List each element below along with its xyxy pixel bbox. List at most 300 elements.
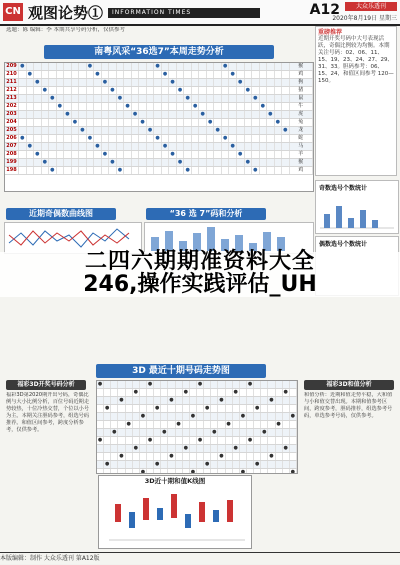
trend-cell	[87, 151, 95, 158]
trend-cell	[72, 135, 80, 142]
trend-cell	[222, 167, 230, 174]
3d-cell	[118, 429, 125, 436]
trend-cell	[94, 135, 102, 142]
trend-cell	[260, 71, 268, 78]
odd-count-title: 奇数选号个数统计	[319, 185, 368, 192]
3d-cell	[183, 397, 190, 404]
trend-cell	[117, 151, 125, 158]
3d-cell	[226, 469, 233, 474]
3d-cell	[276, 445, 283, 452]
3d-cell	[204, 389, 211, 396]
trend-cell	[27, 167, 35, 174]
3d-cell	[226, 437, 233, 444]
trend-cell	[222, 87, 230, 94]
trend-cell	[222, 119, 230, 126]
3d-cell	[268, 469, 275, 474]
trend-cell	[42, 151, 50, 158]
trend-cell	[27, 127, 35, 134]
trend-cell	[169, 71, 177, 78]
trend-cell	[199, 103, 207, 110]
trend-cell	[154, 167, 162, 174]
trend-cell	[252, 159, 260, 166]
trend-cell	[267, 71, 275, 78]
3d-cell	[161, 413, 168, 420]
3d-cell	[190, 421, 197, 428]
3d-row	[97, 469, 297, 474]
3d-cell	[247, 389, 254, 396]
trend-cell	[192, 95, 200, 102]
trend-zodiac: 牛	[290, 103, 313, 110]
trend-cell	[64, 167, 72, 174]
3d-cell	[240, 389, 247, 396]
trend-cell	[139, 119, 147, 126]
trend-cell	[79, 151, 87, 158]
3d-cell	[147, 421, 154, 428]
trend-period: 211	[5, 79, 19, 86]
trend-cell	[102, 167, 110, 174]
caption-line-2: 246,操作实践评估_UH	[83, 272, 317, 297]
trend-cell	[102, 71, 110, 78]
trend-cell	[117, 111, 125, 118]
trend-cell	[214, 87, 222, 94]
trend-cell	[275, 159, 283, 166]
trend-cell	[245, 103, 253, 110]
trend-cell	[237, 151, 245, 158]
trend-cell	[207, 87, 215, 94]
trend-cell	[207, 127, 215, 134]
masthead-title: 观图论势①	[28, 4, 104, 22]
trend-cell	[177, 159, 185, 166]
trend-cell	[124, 151, 132, 158]
trend-zodiac: 猴	[290, 63, 313, 70]
trend-cell	[282, 151, 290, 158]
trend-cell	[34, 95, 42, 102]
3d-cell	[283, 421, 290, 428]
trend-cell	[267, 127, 275, 134]
3d-cell	[290, 461, 297, 468]
trend-cell	[147, 95, 155, 102]
3d-cell	[261, 381, 268, 388]
3d-cell	[254, 429, 261, 436]
trend-zodiac: 虎	[290, 111, 313, 118]
trend-cell	[214, 167, 222, 174]
trend-cell	[252, 135, 260, 142]
sum-analysis-title: “36 选 7”码和分析	[146, 208, 266, 220]
trend-cell	[117, 167, 125, 174]
3d-cell	[268, 397, 275, 404]
3d-cell	[147, 429, 154, 436]
trend-cell	[207, 151, 215, 158]
trend-cell	[207, 111, 215, 118]
trend-cell	[132, 127, 140, 134]
trend-cell	[229, 127, 237, 134]
page-footer: 本版编辑：制作 大众乐透刊 第A12版	[0, 552, 400, 565]
trend-cell	[245, 135, 253, 142]
3d-cell	[233, 381, 240, 388]
trend-period: 212	[5, 87, 19, 94]
3d-cell	[147, 453, 154, 460]
3d-cell	[233, 413, 240, 420]
trend-cell	[162, 127, 170, 134]
3d-cell	[261, 405, 268, 412]
trend-zodiac: 羊	[290, 151, 313, 158]
3d-cell	[240, 469, 247, 474]
3d-cell	[118, 453, 125, 460]
3d-cell	[133, 445, 140, 452]
trend-cell	[147, 111, 155, 118]
trend-cell	[132, 167, 140, 174]
3d-cell	[111, 405, 118, 412]
3d-cell	[218, 413, 225, 420]
trend-cell	[79, 79, 87, 86]
trend-cell	[237, 167, 245, 174]
trend-cell	[177, 63, 185, 70]
3d-cell	[140, 397, 147, 404]
3d-cell	[133, 469, 140, 474]
3d-row	[97, 421, 297, 429]
trend-cell	[229, 71, 237, 78]
trend-cell	[162, 95, 170, 102]
trend-cell	[154, 71, 162, 78]
trend-cell	[260, 127, 268, 134]
3d-cell	[176, 413, 183, 420]
3d-cell	[126, 405, 133, 412]
trend-cell	[117, 159, 125, 166]
3d-cell	[204, 381, 211, 388]
trend-cell	[229, 79, 237, 86]
trend-cell	[154, 95, 162, 102]
trend-cell	[184, 63, 192, 70]
trend-cell	[34, 79, 42, 86]
3d-cell	[154, 389, 161, 396]
trend-cell	[162, 87, 170, 94]
3d-cell	[240, 421, 247, 428]
3d-cell	[283, 453, 290, 460]
3d-cell	[126, 421, 133, 428]
3d-cell	[218, 461, 225, 468]
trend-cell	[162, 159, 170, 166]
trend-cell	[260, 151, 268, 158]
trend-cell	[109, 135, 117, 142]
trend-cell	[34, 143, 42, 150]
trend-cell	[79, 63, 87, 70]
trend-cell	[237, 71, 245, 78]
3d-row	[97, 445, 297, 453]
trend-cell	[109, 167, 117, 174]
trend-cell	[199, 127, 207, 134]
trend-cell	[252, 79, 260, 86]
trend-cell	[192, 135, 200, 142]
trend-cell	[42, 103, 50, 110]
trend-cell	[282, 95, 290, 102]
3d-cell	[261, 413, 268, 420]
3d-cell	[204, 405, 211, 412]
trend-row	[5, 63, 313, 71]
3d-cell	[154, 405, 161, 412]
trend-cell	[229, 95, 237, 102]
3d-cell	[226, 397, 233, 404]
3d-cell	[97, 461, 104, 468]
trend-cell	[87, 103, 95, 110]
3d-cell	[133, 421, 140, 428]
3d-cell	[218, 397, 225, 404]
trend-cell	[192, 159, 200, 166]
3d-cell	[111, 381, 118, 388]
trend-row	[5, 143, 313, 151]
trend-cell	[94, 119, 102, 126]
3d-cell	[211, 405, 218, 412]
3d-cell	[211, 469, 218, 474]
trend-cell	[192, 79, 200, 86]
3d-cell	[118, 397, 125, 404]
trend-cell	[245, 119, 253, 126]
trend-cell	[177, 143, 185, 150]
trend-cell	[87, 143, 95, 150]
trend-cell	[282, 135, 290, 142]
trend-cell	[252, 119, 260, 126]
3d-cell	[161, 397, 168, 404]
trend-row	[5, 87, 313, 95]
trend-cell	[102, 159, 110, 166]
trend-cell	[154, 143, 162, 150]
trend-cell	[64, 135, 72, 142]
trend-zodiac: 猴	[290, 159, 313, 166]
3d-cell	[147, 461, 154, 468]
trend-cell	[87, 111, 95, 118]
trend-cell	[117, 71, 125, 78]
trend-cell	[267, 143, 275, 150]
section-tag: 大众乐透刊	[345, 2, 397, 11]
3d-cell	[247, 429, 254, 436]
3d-cell	[254, 413, 261, 420]
3d-cell	[218, 453, 225, 460]
trend-cell	[184, 103, 192, 110]
trend-cell	[139, 135, 147, 142]
3d-cell	[118, 445, 125, 452]
trend-cell	[57, 63, 65, 70]
trend-cell	[27, 135, 35, 142]
trend-cell	[169, 103, 177, 110]
trend-cell	[184, 71, 192, 78]
trend-cell	[64, 111, 72, 118]
3d-cell	[126, 429, 133, 436]
trend-cell	[139, 71, 147, 78]
3d-cell	[176, 429, 183, 436]
trend-cell	[222, 151, 230, 158]
3d-cell	[183, 429, 190, 436]
trend-cell	[49, 63, 57, 70]
trend-row	[5, 127, 313, 135]
trend-cell	[245, 143, 253, 150]
trend-cell	[162, 143, 170, 150]
3d-cell	[268, 437, 275, 444]
3d-cell	[133, 397, 140, 404]
trend-cell	[147, 119, 155, 126]
trend-cell	[177, 127, 185, 134]
trend-cell	[229, 111, 237, 118]
trend-cell	[199, 63, 207, 70]
trend-cell	[237, 119, 245, 126]
trend-cell	[109, 127, 117, 134]
trend-cell	[237, 87, 245, 94]
trend-cell	[27, 63, 35, 70]
3d-cell	[261, 461, 268, 468]
3d-cell	[240, 437, 247, 444]
3d-cell	[154, 397, 161, 404]
trend-cell	[229, 135, 237, 142]
trend-cell	[19, 167, 27, 174]
trend-row	[5, 79, 313, 87]
trend-cell	[184, 95, 192, 102]
3d-cell	[126, 453, 133, 460]
3d-cell	[197, 405, 204, 412]
trend-cell	[207, 159, 215, 166]
trend-cell	[252, 63, 260, 70]
3d-cell	[233, 461, 240, 468]
3d-cell	[211, 413, 218, 420]
3d-cell	[183, 469, 190, 474]
3d-cell	[268, 445, 275, 452]
3d-cell	[226, 461, 233, 468]
trend-cell	[49, 135, 57, 142]
3d-cell	[261, 453, 268, 460]
trend-cell	[245, 63, 253, 70]
3d-cell	[204, 469, 211, 474]
trend-cell	[72, 79, 80, 86]
trend-cell	[27, 79, 35, 86]
trend-cell	[252, 71, 260, 78]
3d-cell	[247, 405, 254, 412]
3d-cell	[233, 397, 240, 404]
trend-cell	[267, 151, 275, 158]
trend-cell	[94, 87, 102, 94]
k-line-plot	[99, 484, 251, 548]
3d-cell	[218, 381, 225, 388]
trend-row	[5, 135, 313, 143]
trend-cell	[117, 79, 125, 86]
trend-cell	[162, 79, 170, 86]
3d-cell	[268, 405, 275, 412]
3d-cell	[276, 381, 283, 388]
trend-cell	[42, 111, 50, 118]
3d-cell	[183, 413, 190, 420]
3d-cell	[218, 421, 225, 428]
3d-cell	[283, 397, 290, 404]
3d-cell	[254, 405, 261, 412]
3d-cell	[168, 461, 175, 468]
trend-cell	[177, 87, 185, 94]
trend-cell	[64, 95, 72, 102]
trend-cell	[275, 151, 283, 158]
side-heading: 重磅推荐	[318, 29, 343, 36]
3d-cell	[290, 429, 297, 436]
caption-overlay	[0, 249, 400, 297]
3d-cell	[168, 413, 175, 420]
trend-cell	[199, 87, 207, 94]
trend-cell	[109, 87, 117, 94]
3d-cell	[190, 389, 197, 396]
3d-cell	[97, 429, 104, 436]
trend-cell	[260, 103, 268, 110]
trend-cell	[199, 159, 207, 166]
trend-cell	[87, 127, 95, 134]
3d-cell	[126, 461, 133, 468]
trend-cell	[192, 119, 200, 126]
trend-cell	[245, 127, 253, 134]
trend-cell	[252, 95, 260, 102]
trend-cell	[94, 79, 102, 86]
trend-cell	[214, 71, 222, 78]
trend-cell	[94, 127, 102, 134]
trend-cell	[64, 159, 72, 166]
3d-cell	[261, 437, 268, 444]
3d-cell	[240, 453, 247, 460]
trend-cell	[169, 63, 177, 70]
trend-cell	[72, 71, 80, 78]
trend-cell	[267, 95, 275, 102]
3d-cell	[211, 429, 218, 436]
3d-cell	[104, 469, 111, 474]
trend-cell	[162, 151, 170, 158]
3d-cell	[268, 429, 275, 436]
3d-cell	[183, 405, 190, 412]
3d-cell	[161, 381, 168, 388]
3d-cell	[147, 469, 154, 474]
3d-cell	[168, 405, 175, 412]
3d-cell	[211, 461, 218, 468]
trend-cell	[102, 111, 110, 118]
3d-cell	[168, 469, 175, 474]
trend-cell	[57, 111, 65, 118]
3d-cell	[226, 405, 233, 412]
3d-cell	[147, 381, 154, 388]
3d-cell	[147, 445, 154, 452]
trend-cell	[192, 63, 200, 70]
trend-cell	[94, 71, 102, 78]
3d-cell	[261, 429, 268, 436]
3d-row	[97, 413, 297, 421]
trend-cell	[184, 135, 192, 142]
3d-cell	[111, 437, 118, 444]
trend-cell	[147, 167, 155, 174]
trend-cell	[275, 79, 283, 86]
trend-cell	[177, 151, 185, 158]
editor-line: 选题：陈 编辑：李 本期共享号码分析，仅供参考	[6, 27, 125, 33]
trend-cell	[147, 135, 155, 142]
trend-cell	[275, 63, 283, 70]
trend-cell	[87, 63, 95, 70]
trend-cell	[229, 63, 237, 70]
trend-cell	[102, 63, 110, 70]
trend-cell	[282, 127, 290, 134]
masthead-ribbon: INFORMATION TIMES	[108, 8, 260, 18]
3d-cell	[240, 445, 247, 452]
trend-cell	[102, 127, 110, 134]
trend-cell	[109, 63, 117, 70]
trend-cell	[154, 111, 162, 118]
3d-cell	[247, 437, 254, 444]
trend-cell	[229, 87, 237, 94]
trend-cell	[132, 79, 140, 86]
3d-cell	[247, 381, 254, 388]
3d-cell	[276, 421, 283, 428]
trend-cell	[57, 135, 65, 142]
3d-cell	[111, 461, 118, 468]
trend-zodiac: 鸡	[290, 71, 313, 78]
trend-cell	[49, 151, 57, 158]
trend-cell	[64, 127, 72, 134]
3d-cell	[118, 381, 125, 388]
